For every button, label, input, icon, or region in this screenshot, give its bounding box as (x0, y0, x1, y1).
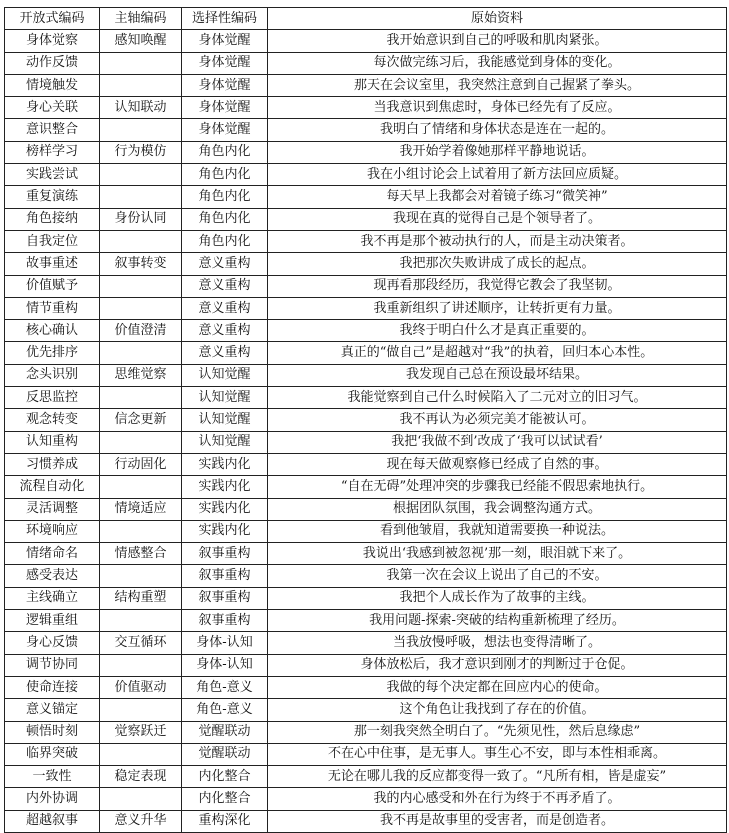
table-row (5, 74, 727, 96)
selective-code-cell: 觉醒联动 (182, 721, 268, 743)
selective-code-cell: 叙事重构 (182, 543, 268, 565)
axial-code-cell: 情境适应 (100, 498, 182, 520)
open-code-cell: 意识整合 (5, 119, 100, 141)
axial-code-cell: 感知唤醒 (100, 30, 182, 52)
raw-data-cell: 我把那次失败讲成了成长的起点。 (268, 253, 727, 275)
selective-code-cell: 意义重构 (182, 253, 268, 275)
table-row (5, 119, 727, 141)
axial-code-cell (100, 387, 182, 409)
coding-table (4, 7, 727, 833)
raw-data-cell: 我不再认为必须完美才能被认可。 (268, 409, 727, 431)
raw-data-cell: 我开始学着像她那样平静地说话。 (268, 141, 727, 163)
raw-data-cell: 不在心中住事，是无事人。事生心不安，即与本性相乖离。 (268, 743, 727, 765)
open-code-cell: 价值赋予 (5, 275, 100, 297)
axial-code-cell: 意义升华 (100, 810, 182, 832)
selective-code-cell: 身体觉醒 (182, 74, 268, 96)
axial-code-cell (100, 164, 182, 186)
raw-data-cell: 我重新组织了讲述顺序，让转折更有力量。 (268, 297, 727, 319)
header-axial-coding: 主轴编码 (100, 8, 182, 30)
axial-code-cell (100, 119, 182, 141)
raw-data-cell: 我用问题-探索-突破的结构重新梳理了经历。 (268, 610, 727, 632)
open-code-cell: 临界突破 (5, 743, 100, 765)
selective-code-cell: 身体-认知 (182, 632, 268, 654)
raw-data-cell: 真正的“做自己”是超越对“我”的执着，回归本心本性。 (268, 342, 727, 364)
selective-code-cell: 实践内化 (182, 520, 268, 542)
raw-data-cell: 我明白了情绪和身体状态是连在一起的。 (268, 119, 727, 141)
raw-data-cell: 看到他皱眉，我就知道需要换一种说法。 (268, 520, 727, 542)
axial-code-cell (100, 520, 182, 542)
table-row (5, 587, 727, 609)
open-code-cell: 情节重构 (5, 297, 100, 319)
table-row (5, 230, 727, 252)
selective-code-cell: 角色-意义 (182, 699, 268, 721)
raw-data-cell: 当我放慢呼吸，想法也变得清晰了。 (268, 632, 727, 654)
selective-code-cell: 叙事重构 (182, 610, 268, 632)
axial-code-cell (100, 476, 182, 498)
selective-code-cell: 实践内化 (182, 498, 268, 520)
table-row (5, 632, 727, 654)
axial-code-cell (100, 610, 182, 632)
open-code-cell: 意义锚定 (5, 699, 100, 721)
raw-data-cell: 我说出‘我感到被忽视’那一刻，眼泪就下来了。 (268, 543, 727, 565)
open-code-cell: 身体觉察 (5, 30, 100, 52)
raw-data-cell: 我现在真的觉得自己是个领导者了。 (268, 208, 727, 230)
open-code-cell: 实践尝试 (5, 164, 100, 186)
table-row (5, 186, 727, 208)
selective-code-cell: 重构深化 (182, 810, 268, 832)
table-header (5, 8, 727, 30)
open-code-cell: 角色接纳 (5, 208, 100, 230)
table-row (5, 743, 727, 765)
selective-code-cell: 叙事重构 (182, 565, 268, 587)
selective-code-cell: 实践内化 (182, 476, 268, 498)
open-code-cell: 情绪命名 (5, 543, 100, 565)
raw-data-cell: 当我意识到焦虑时，身体已经先有了反应。 (268, 97, 727, 119)
table-row (5, 409, 727, 431)
selective-code-cell: 角色内化 (182, 164, 268, 186)
table-body (5, 30, 727, 833)
axial-code-cell (100, 743, 182, 765)
selective-code-cell: 意义重构 (182, 297, 268, 319)
table-row (5, 342, 727, 364)
raw-data-cell: 这个角色让我找到了存在的价值。 (268, 699, 727, 721)
table-row (5, 543, 727, 565)
selective-code-cell: 角色内化 (182, 208, 268, 230)
selective-code-cell: 身体-认知 (182, 654, 268, 676)
raw-data-cell: 那天在会议室里，我突然注意到自己握紧了拳头。 (268, 74, 727, 96)
axial-code-cell (100, 275, 182, 297)
table-row (5, 52, 727, 74)
table-row (5, 208, 727, 230)
axial-code-cell: 觉察跃迁 (100, 721, 182, 743)
table-row (5, 431, 727, 453)
selective-code-cell: 角色内化 (182, 141, 268, 163)
open-code-cell: 动作反馈 (5, 52, 100, 74)
table-row (5, 476, 727, 498)
axial-code-cell (100, 788, 182, 810)
open-code-cell: 反思监控 (5, 387, 100, 409)
header-open-coding: 开放式编码 (5, 8, 100, 30)
open-code-cell: 榜样学习 (5, 141, 100, 163)
selective-code-cell: 身体觉醒 (182, 97, 268, 119)
axial-code-cell: 思维觉察 (100, 364, 182, 386)
open-code-cell: 自我定位 (5, 230, 100, 252)
axial-code-cell (100, 74, 182, 96)
axial-code-cell (100, 431, 182, 453)
open-code-cell: 观念转变 (5, 409, 100, 431)
axial-code-cell: 交互循环 (100, 632, 182, 654)
axial-code-cell: 行动固化 (100, 453, 182, 475)
open-code-cell: 故事重述 (5, 253, 100, 275)
table-row (5, 699, 727, 721)
raw-data-cell: 我能觉察到自己什么时候陷入了二元对立的旧习气。 (268, 387, 727, 409)
open-code-cell: 内外协调 (5, 788, 100, 810)
raw-data-cell: 我不再是那个被动执行的人，而是主动决策者。 (268, 230, 727, 252)
selective-code-cell: 身体觉醒 (182, 52, 268, 74)
table-row (5, 387, 727, 409)
raw-data-cell: 我在小组讨论会上试着用了新方法回应质疑。 (268, 164, 727, 186)
raw-data-cell: 现再看那段经历，我觉得它教会了我坚韧。 (268, 275, 727, 297)
raw-data-cell: 我不再是故事里的受害者，而是创造者。 (268, 810, 727, 832)
open-code-cell: 情境触发 (5, 74, 100, 96)
raw-data-cell: “自在无碍”处理冲突的步骤我已经能不假思索地执行。 (268, 476, 727, 498)
table-row (5, 676, 727, 698)
axial-code-cell: 叙事转变 (100, 253, 182, 275)
table-row (5, 498, 727, 520)
open-code-cell: 环境响应 (5, 520, 100, 542)
open-code-cell: 认知重构 (5, 431, 100, 453)
axial-code-cell (100, 565, 182, 587)
open-code-cell: 一致性 (5, 766, 100, 788)
raw-data-cell: 我做的每个决定都在回应内心的使命。 (268, 676, 727, 698)
raw-data-cell: 我第一次在会议上说出了自己的不安。 (268, 565, 727, 587)
axial-code-cell (100, 699, 182, 721)
raw-data-cell: 我发现自己总在预设最坏结果。 (268, 364, 727, 386)
axial-code-cell: 行为模仿 (100, 141, 182, 163)
raw-data-cell: 现在每天做观察修已经成了自然的事。 (268, 453, 727, 475)
table-row (5, 253, 727, 275)
axial-code-cell: 稳定表现 (100, 766, 182, 788)
axial-code-cell: 价值澄清 (100, 320, 182, 342)
selective-code-cell: 内化整合 (182, 788, 268, 810)
table-row (5, 164, 727, 186)
table-row (5, 766, 727, 788)
axial-code-cell (100, 52, 182, 74)
axial-code-cell (100, 654, 182, 676)
table-row (5, 565, 727, 587)
selective-code-cell: 意义重构 (182, 320, 268, 342)
raw-data-cell: 我开始意识到自己的呼吸和肌肉紧张。 (268, 30, 727, 52)
axial-code-cell (100, 230, 182, 252)
selective-code-cell: 认知觉醒 (182, 387, 268, 409)
open-code-cell: 灵活调整 (5, 498, 100, 520)
raw-data-cell: 每次做完练习后，我能感觉到身体的变化。 (268, 52, 727, 74)
selective-code-cell: 觉醒联动 (182, 743, 268, 765)
raw-data-cell: 我的内心感受和外在行为终于不再矛盾了。 (268, 788, 727, 810)
header-raw-data: 原始资料 (268, 8, 727, 30)
open-code-cell: 流程自动化 (5, 476, 100, 498)
table-row (5, 297, 727, 319)
table-row (5, 141, 727, 163)
table-row (5, 320, 727, 342)
table-row (5, 453, 727, 475)
selective-code-cell: 叙事重构 (182, 587, 268, 609)
axial-code-cell: 价值驱动 (100, 676, 182, 698)
axial-code-cell: 情感整合 (100, 543, 182, 565)
selective-code-cell: 实践内化 (182, 453, 268, 475)
open-code-cell: 念头识别 (5, 364, 100, 386)
raw-data-cell: 无论在哪儿我的反应都变得一致了。“凡所有相，皆是虚妄” (268, 766, 727, 788)
selective-code-cell: 意义重构 (182, 342, 268, 364)
table-row (5, 364, 727, 386)
open-code-cell: 核心确认 (5, 320, 100, 342)
open-code-cell: 身心关联 (5, 97, 100, 119)
table-row (5, 610, 727, 632)
table-row (5, 30, 727, 52)
selective-code-cell: 角色内化 (182, 186, 268, 208)
axial-code-cell (100, 186, 182, 208)
open-code-cell: 优先排序 (5, 342, 100, 364)
selective-code-cell: 角色内化 (182, 230, 268, 252)
selective-code-cell: 内化整合 (182, 766, 268, 788)
selective-code-cell: 身体觉醒 (182, 119, 268, 141)
header-row (5, 8, 727, 30)
axial-code-cell (100, 297, 182, 319)
table-row (5, 721, 727, 743)
open-code-cell: 主线确立 (5, 587, 100, 609)
selective-code-cell: 身体觉醒 (182, 30, 268, 52)
table-row (5, 97, 727, 119)
raw-data-cell: 我把‘我做不到’改成了‘我可以试试看’ (268, 431, 727, 453)
open-code-cell: 感受表达 (5, 565, 100, 587)
table-row (5, 788, 727, 810)
open-code-cell: 顿悟时刻 (5, 721, 100, 743)
table-row (5, 654, 727, 676)
open-code-cell: 使命连接 (5, 676, 100, 698)
axial-code-cell: 结构重塑 (100, 587, 182, 609)
table-row (5, 810, 727, 832)
table-row (5, 520, 727, 542)
raw-data-cell: 我终于明白什么才是真正重要的。 (268, 320, 727, 342)
header-selective-coding: 选择性编码 (182, 8, 268, 30)
raw-data-cell: 身体放松后，我才意识到刚才的判断过于仓促。 (268, 654, 727, 676)
selective-code-cell: 角色-意义 (182, 676, 268, 698)
selective-code-cell: 认知觉醒 (182, 364, 268, 386)
open-code-cell: 身心反馈 (5, 632, 100, 654)
open-code-cell: 调节协同 (5, 654, 100, 676)
raw-data-cell: 我把个人成长作为了故事的主线。 (268, 587, 727, 609)
open-code-cell: 逻辑重组 (5, 610, 100, 632)
axial-code-cell: 信念更新 (100, 409, 182, 431)
axial-code-cell: 认知联动 (100, 97, 182, 119)
raw-data-cell: 每天早上我都会对着镜子练习“微笑神” (268, 186, 727, 208)
open-code-cell: 超越叙事 (5, 810, 100, 832)
axial-code-cell (100, 342, 182, 364)
selective-code-cell: 意义重构 (182, 275, 268, 297)
open-code-cell: 习惯养成 (5, 453, 100, 475)
table-row (5, 275, 727, 297)
raw-data-cell: 那一刻我突然全明白了。“先须见性，然后息缘虑” (268, 721, 727, 743)
axial-code-cell: 身份认同 (100, 208, 182, 230)
selective-code-cell: 认知觉醒 (182, 431, 268, 453)
raw-data-cell: 根据团队氛围，我会调整沟通方式。 (268, 498, 727, 520)
selective-code-cell: 认知觉醒 (182, 409, 268, 431)
open-code-cell: 重复演练 (5, 186, 100, 208)
